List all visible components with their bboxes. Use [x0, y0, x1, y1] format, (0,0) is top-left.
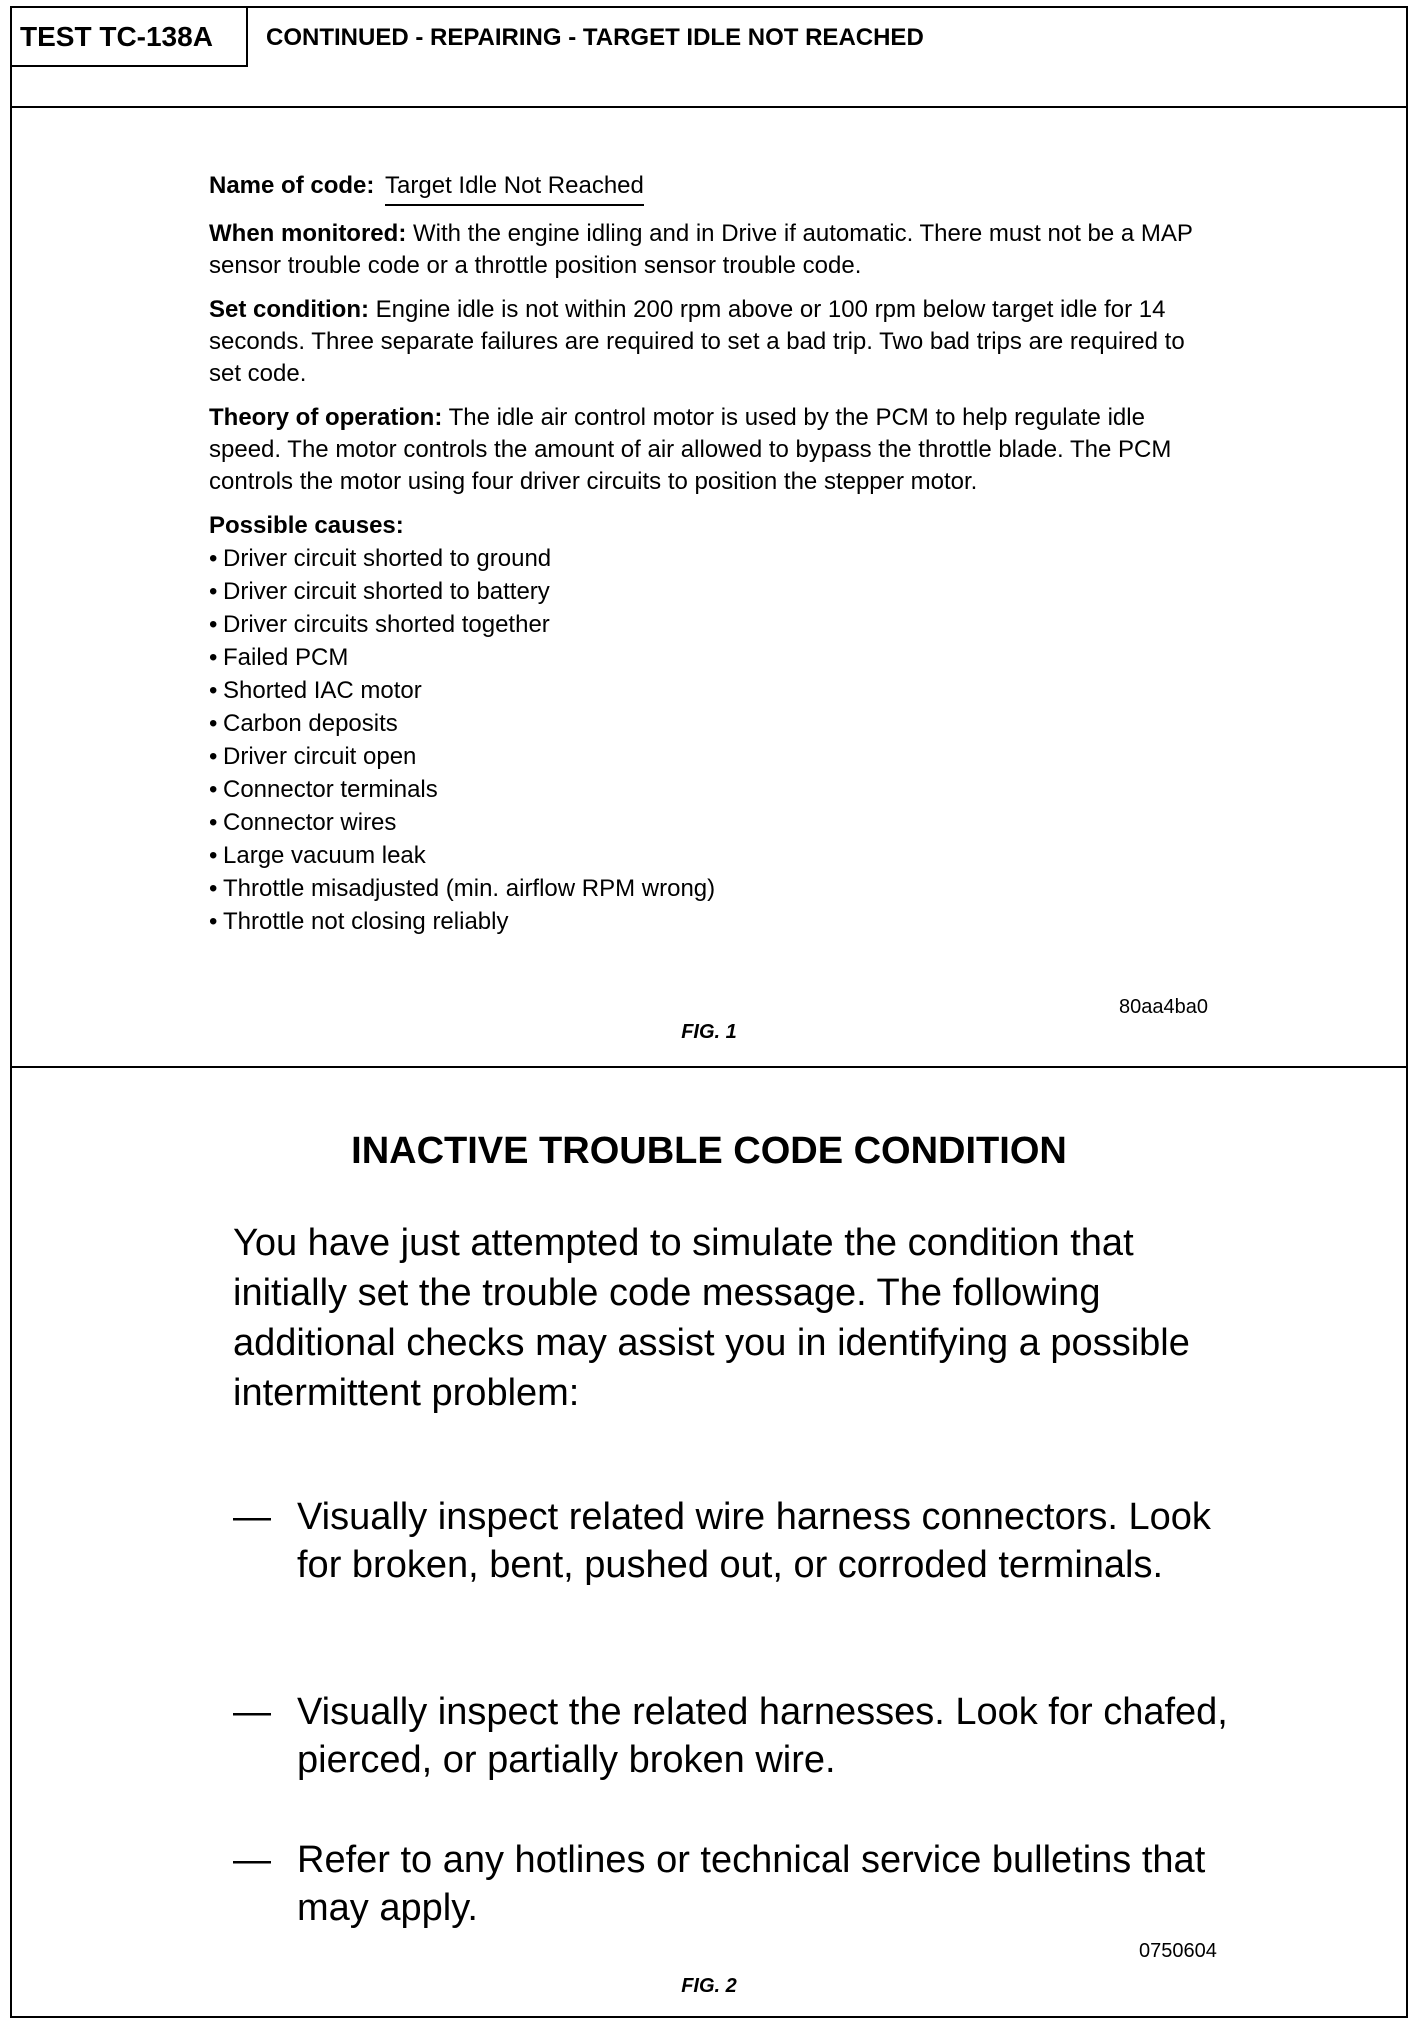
- set-condition: [209, 294, 1209, 390]
- figure-2-caption: FIG. 2: [681, 1975, 737, 1997]
- theory-of-operation: [209, 402, 1209, 498]
- check-item: [233, 1836, 1233, 1932]
- check-text: Refer to any hotlines or technical service bulletins that may apply.: [297, 1839, 1206, 1929]
- dash-marker: —: [233, 1496, 271, 1538]
- when-monitored: [209, 218, 1209, 282]
- list-item: • Carbon deposits: [209, 707, 1209, 740]
- list-item: • Shorted IAC motor: [209, 674, 1209, 707]
- inactive-condition-title: INACTIVE TROUBLE CODE CONDITION: [351, 1130, 1067, 1172]
- header: [12, 8, 1406, 108]
- possible-causes-label: Possible causes:: [209, 512, 404, 539]
- list-item: • Driver circuits shorted together: [209, 608, 1209, 641]
- list-item: • Connector wires: [209, 806, 1209, 839]
- set-condition-label: Set condition:: [209, 296, 369, 323]
- theory-text: The idle air control motor is used by the PCM to help regulate idle speed. The motor controls the amount of air allowed to bypass the throttle blade. The PCM controls the motor using four driver circuits to position the stepper motor.: [209, 404, 1172, 495]
- figure-1-reference-code: 80aa4ba0: [1119, 996, 1208, 1018]
- list-item: • Driver circuit open: [209, 740, 1209, 773]
- figure-1: [12, 108, 1406, 1068]
- figure-2: [12, 1068, 1406, 2018]
- figure-2-reference-code: 0750604: [1139, 1940, 1217, 1962]
- list-item: • Throttle misadjusted (min. airflow RPM wrong): [209, 872, 1209, 905]
- name-of-code-value: Target Idle Not Reached: [385, 170, 644, 206]
- check-item: [233, 1688, 1233, 1784]
- dash-marker: —: [233, 1839, 271, 1881]
- figure-1-caption: FIG. 1: [681, 1021, 737, 1043]
- inactive-intro-text: You have just attempted to simulate the condition that initially set the trouble code message. The following additional checks may assist you in identifying a possible intermittent problem:: [233, 1222, 1190, 1414]
- set-condition-text: Engine idle is not within 200 rpm above or 100 rpm below target idle for 14 seconds. Three separate failures are required to set a bad trip. Two bad trips are required to set code.: [209, 296, 1185, 387]
- check-text: Visually inspect related wire harness connectors. Look for broken, bent, pushed out, or corroded terminals.: [297, 1496, 1211, 1586]
- dash-marker: —: [233, 1691, 271, 1733]
- theory-label: Theory of operation:: [209, 404, 443, 431]
- when-monitored-label: When monitored:: [209, 220, 407, 247]
- test-id-box: TEST TC-138A: [12, 8, 248, 67]
- list-item: • Throttle not closing reliably: [209, 905, 1209, 938]
- list-item: • Driver circuit shorted to ground: [209, 542, 1209, 575]
- name-of-code-label: Name of code:: [209, 172, 375, 199]
- possible-causes: [209, 510, 1209, 938]
- list-item: • Driver circuit shorted to battery: [209, 575, 1209, 608]
- name-of-code: [209, 170, 1209, 206]
- when-monitored-text: With the engine idling and in Drive if automatic. There must not be a MAP sensor trouble code or a throttle position sensor trouble code.: [209, 220, 1193, 279]
- check-item: [233, 1493, 1233, 1589]
- list-item: • Large vacuum leak: [209, 839, 1209, 872]
- list-item: • Failed PCM: [209, 641, 1209, 674]
- header-title: CONTINUED - REPAIRING - TARGET IDLE NOT REACHED: [266, 24, 924, 51]
- code-description: [209, 170, 1209, 938]
- list-item: • Connector terminals: [209, 773, 1209, 806]
- causes-list: [209, 542, 1209, 938]
- check-text: Visually inspect the related harnesses. Look for chafed, pierced, or partially broken wire.: [297, 1691, 1228, 1781]
- page-frame: [10, 6, 1408, 2018]
